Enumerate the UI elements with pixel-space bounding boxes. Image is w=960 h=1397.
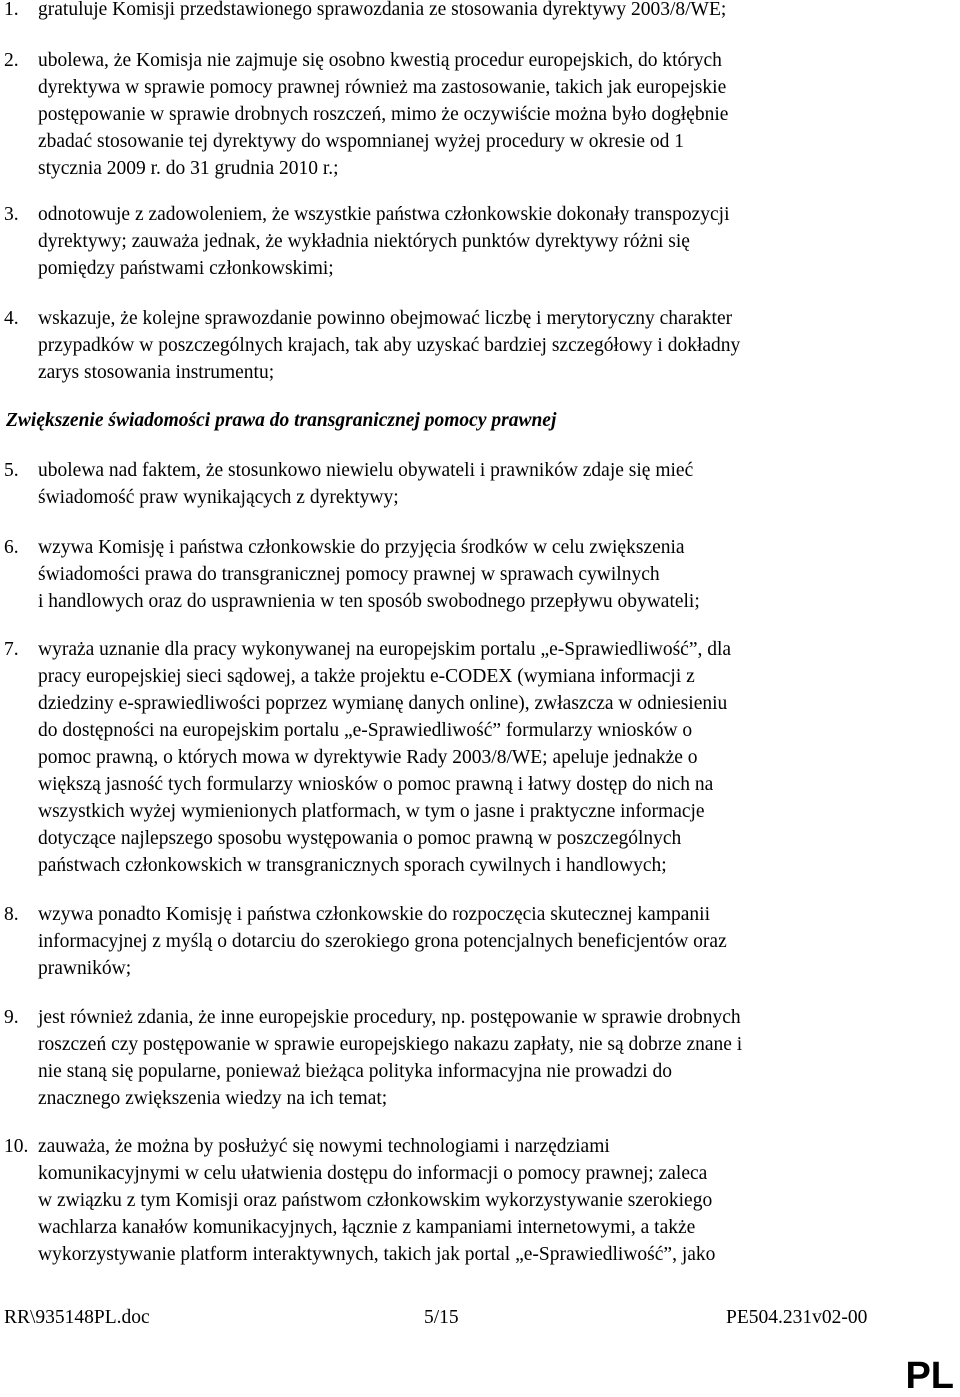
paragraph-number: 9. [4, 1007, 19, 1028]
paragraph-text [38, 534, 958, 615]
text-line: wachlarza kanałów komunikacyjnych, łącznie z kampaniami internetowymi, a także [38, 1217, 696, 1238]
text-line: wzywa ponadto Komisję i państwa członkowskie do rozpoczęcia skutecznej kampanii [38, 904, 710, 925]
paragraph-number: 3. [4, 204, 19, 225]
text-line: zauważa, że można by posłużyć się nowymi technologiami i narzędziami [38, 1136, 610, 1157]
paragraph-text [38, 47, 958, 182]
text-line: jest również zdania, że inne europejskie procedury, np. postępowanie w sprawie drobnych [38, 1007, 741, 1028]
text-line: większą jasność tych formularzy wniosków o pomoc prawną i łatwy dostęp do nich na [38, 774, 714, 795]
text-line: wykorzystywanie platform interaktywnych, takich jak portal „e-Sprawiedliwość”, jako [38, 1244, 716, 1265]
text-line: komunikacyjnymi w celu ułatwienia dostępu do informacji o pomocy prawnej; zaleca [38, 1163, 708, 1184]
paragraph-text [38, 901, 958, 982]
text-line: gratuluje Komisji przedstawionego sprawozdania ze stosowania dyrektywy 2003/8/WE; [38, 0, 727, 20]
text-line: roszczeń czy postępowanie w sprawie europejskiego nakazu zapłaty, nie są dobrze znane i [38, 1034, 743, 1055]
text-line: stycznia 2009 r. do 31 grudnia 2010 r.; [38, 158, 339, 179]
language-code: PL [905, 1355, 954, 1397]
paragraph-number: 2. [4, 50, 19, 71]
text-line: pomoc prawną, o których mowa w dyrektywie Rady 2003/8/WE; apeluje jednakże o [38, 747, 698, 768]
text-line: świadomość praw wynikających z dyrektywy; [38, 487, 399, 508]
paragraph-number: 7. [4, 639, 19, 660]
text-line: informacyjnej z myślą o dotarciu do szerokiego grona potencjalnych beneficjentów oraz [38, 931, 727, 952]
text-line: wskazuje, że kolejne sprawozdanie powinno obejmować liczbę i merytoryczny charakter [38, 308, 733, 329]
section-heading: Zwiększenie świadomości prawa do transgranicznej pomocy prawnej [6, 410, 557, 431]
text-line: odnotowuje z zadowoleniem, że wszystkie państwa członkowskie dokonały transpozycji [38, 204, 730, 225]
text-line: wszystkich wyżej wymienionych platformach, w tym o jasne i praktyczne informacje [38, 801, 705, 822]
paragraph-text [38, 305, 958, 386]
text-line: świadomości prawa do transgranicznej pomocy prawnej w sprawach cywilnych [38, 564, 660, 585]
paragraph-number: 10. [4, 1136, 29, 1157]
paragraph-text [38, 636, 958, 879]
text-line: dyrektywy; zauważa jednak, że wykładnia niektórych punktów dyrektywy różni się [38, 231, 690, 252]
paragraph-text [38, 0, 958, 23]
text-line: zbadać stosowanie tej dyrektywy do wspomnianej wyżej procedury w okresie od 1 [38, 131, 685, 152]
text-line: i handlowych oraz do usprawnienia w ten sposób swobodnego przepływu obywateli; [38, 591, 700, 612]
text-line: nie staną się popularne, ponieważ bieżąca polityka informacyjna nie prowadzi do [38, 1061, 673, 1082]
text-line: dotyczące najlepszego sposobu występowania o pomoc prawną w poszczególnych [38, 828, 682, 849]
paragraph-number: 1. [4, 0, 19, 20]
footer-pe-ref: PE504.231v02-00 [726, 1307, 868, 1328]
text-line: zarys stosowania instrumentu; [38, 362, 275, 383]
paragraph-number: 6. [4, 537, 19, 558]
text-line: ubolewa nad faktem, że stosunkowo niewielu obywateli i prawników zdaje się mieć [38, 460, 694, 481]
paragraph-text [38, 201, 958, 282]
paragraph-number: 5. [4, 460, 19, 481]
footer-doc-ref: RR\935148PL.doc [4, 1307, 150, 1328]
text-line: prawników; [38, 958, 132, 979]
text-line: pomiędzy państwami członkowskimi; [38, 258, 334, 279]
text-line: wzywa Komisję i państwa członkowskie do przyjęcia środków w celu zwiększenia [38, 537, 685, 558]
text-line: postępowanie w sprawie drobnych roszczeń, mimo że oczywiście można było dogłębnie [38, 104, 729, 125]
text-line: przypadków w poszczególnych krajach, tak aby uzyskać bardziej szczegółowy i dokładny [38, 335, 741, 356]
text-line: wyraża uznanie dla pracy wykonywanej na europejskim portalu „e-Sprawiedliwość”, dla [38, 639, 732, 660]
footer-page-number: 5/15 [424, 1307, 459, 1328]
text-line: w związku z tym Komisji oraz państwom członkowskim wykorzystywanie szerokiego [38, 1190, 713, 1211]
paragraph-number: 4. [4, 308, 19, 329]
text-line: pracy europejskiej sieci sądowej, a także projektu e-CODEX (wymiana informacji z [38, 666, 695, 687]
text-line: dyrektywa w sprawie pomocy prawnej również ma zastosowanie, takich jak europejskie [38, 77, 727, 98]
text-line: państwach członkowskich w transgranicznych sporach cywilnych i handlowych; [38, 855, 667, 876]
text-line: do dostępności na europejskim portalu „e-Sprawiedliwość” formularzy wniosków o [38, 720, 693, 741]
text-line: ubolewa, że Komisja nie zajmuje się osobno kwestią procedur europejskich, do których [38, 50, 722, 71]
text-line: dziedziny e-sprawiedliwości poprzez wymianę danych online), zwłaszcza w odniesieniu [38, 693, 728, 714]
paragraph-number: 8. [4, 904, 19, 925]
paragraph-text [38, 1004, 958, 1112]
paragraph-text [38, 1133, 958, 1268]
paragraph-text [38, 457, 958, 511]
text-line: znacznego zwiększenia wiedzy na ich temat; [38, 1088, 388, 1109]
